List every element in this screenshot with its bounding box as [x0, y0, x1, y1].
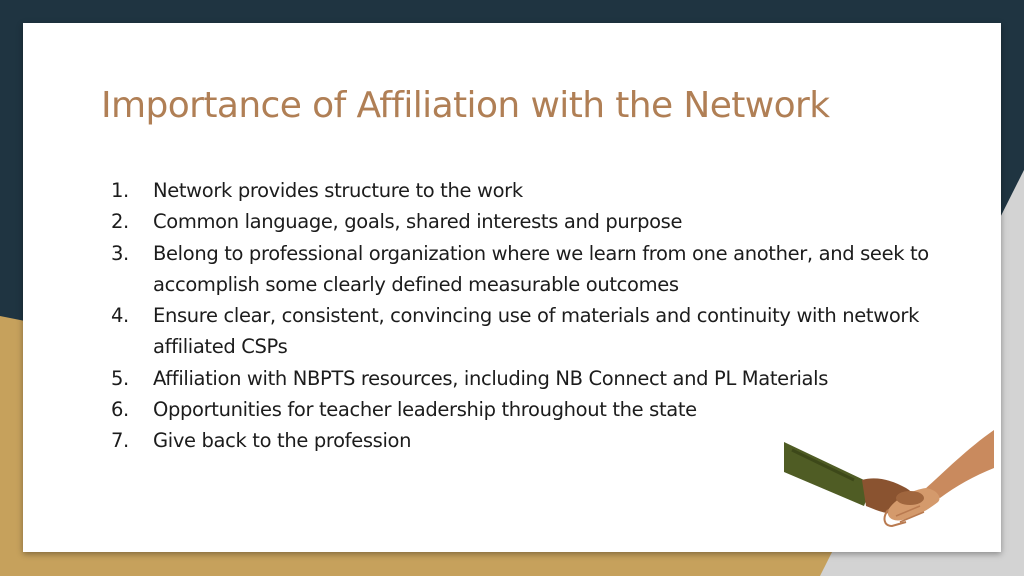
list-item-text: Opportunities for teacher leadership throughout the state [153, 398, 697, 422]
list-item-number: 5. [111, 366, 129, 390]
list-item-number: 7. [111, 429, 129, 453]
list-item-number: 3. [111, 241, 129, 265]
list-item [111, 238, 961, 301]
list-item-number: 4. [111, 304, 129, 328]
list-item-text: Ensure clear, consistent, convincing use of materials and continuity with network affiliated CSPs [153, 304, 920, 359]
list-item-text: Common language, goals, shared interests and purpose [153, 210, 683, 234]
list-item-number: 2. [111, 210, 129, 234]
list-item [111, 394, 961, 425]
list-item-text: Give back to the profession [153, 429, 412, 453]
handshake-icon [784, 428, 994, 538]
list-item [111, 206, 961, 237]
list-item-number: 6. [111, 398, 129, 422]
list-item-text: Belong to professional organization where we learn from one another, and seek to accomplish some clearly defined measurable outcomes [153, 241, 929, 296]
list-item [111, 363, 961, 394]
slide-title: Importance of Affiliation with the Network [101, 85, 830, 126]
list-item [111, 300, 961, 363]
list-item-number: 1. [111, 179, 129, 202]
list-item-text: Network provides structure to the work [153, 179, 523, 202]
list-item [111, 175, 961, 206]
list-item-text: Affiliation with NBPTS resources, including NB Connect and PL Materials [153, 366, 829, 390]
point-list [111, 175, 961, 457]
